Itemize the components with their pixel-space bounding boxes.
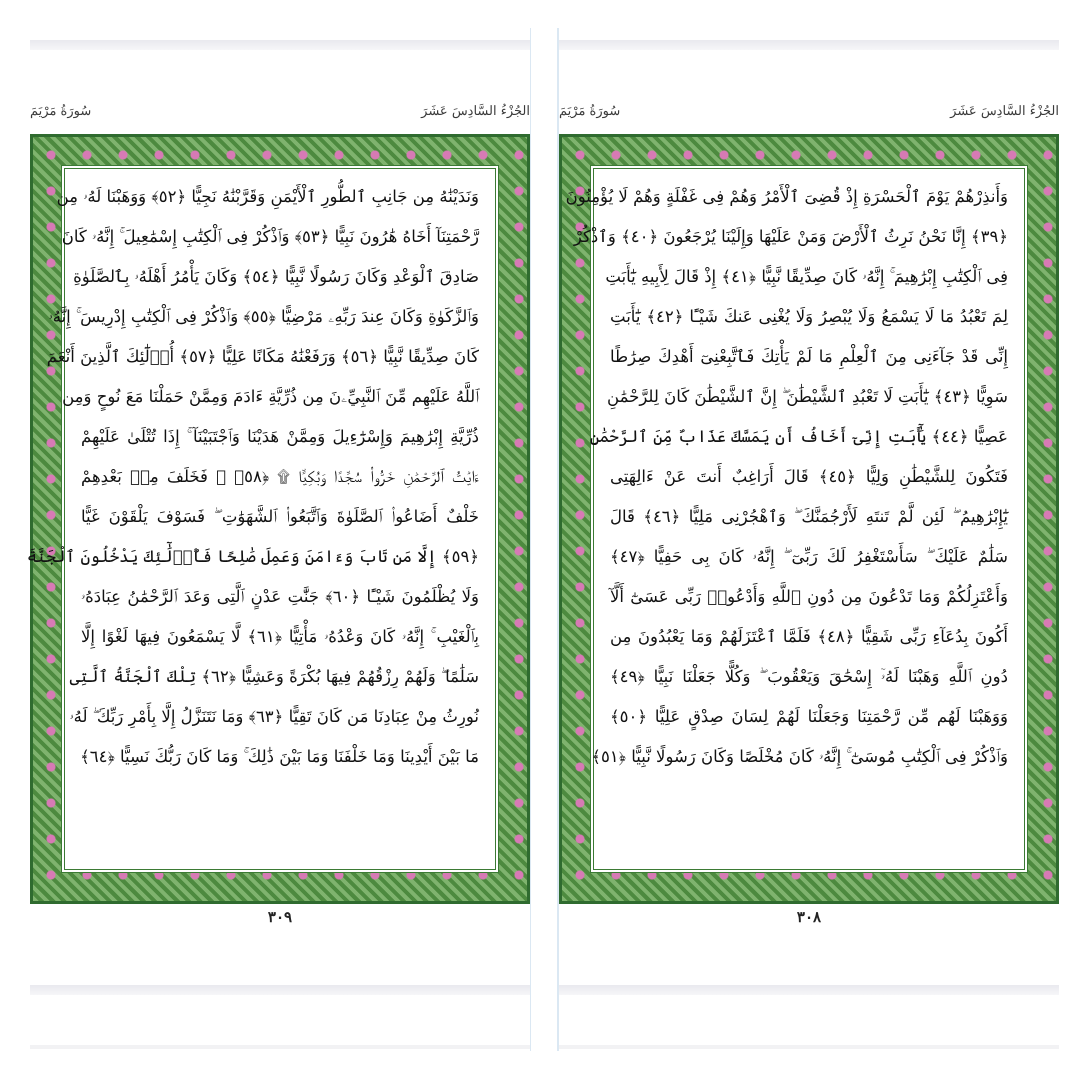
verse-line: وَوَهَبْنَا لَهُم مِّن رَّحْمَتِنَا وَجَعَلْنَا لَهُمْ لِسَانَ صِدْقٍ عَلِيًّا ﴿٥٠﴾: [610, 707, 1008, 726]
bottom-edge-bar: [30, 985, 530, 995]
mushaf-page-left: [26, 0, 530, 1079]
surah-name-label: سُورَةُ مَرْيَمَ: [559, 104, 621, 119]
verse-line: فِى ٱلْكِتَٰبِ إِبْرَٰهِيمَ ۚ إِنَّهُۥ كَانَ صِدِّيقًا نَّبِيًّا ﴿٤١﴾ إِذْ قَالَ لِأَبِيهِ يَٰٓأَبَتِ: [605, 267, 1008, 286]
bottom-edge-bar: [559, 1045, 1059, 1049]
verse-line: ذُرِّيَّةِ إِبْرَٰهِيمَ وَإِسْرَٰٓءِيلَ وَمِمَّنْ هَدَيْنَا وَٱجْتَبَيْنَآ ۚ إِذَا تُتْلَىٰ عَلَيْهِمْ: [81, 427, 479, 446]
quran-text-area: [26, 165, 499, 873]
running-header: [559, 100, 1059, 126]
verse-line: ﴿٣٩﴾ إِنَّا نَحْنُ نَرِثُ ٱلْأَرْضَ وَمَنْ عَلَيْهَا وَإِلَيْنَا يُرْجَعُونَ ﴿٤٠﴾ وَٱذْكُرْ: [573, 227, 1008, 246]
juz-label: الجُزْءُ السَّادِسَ عَشَرَ: [950, 104, 1059, 119]
verse-line: ﴿٥٩﴾ إِلَّا مَن تَابَ وَءَامَنَ وَعَمِلَ صَٰلِحًا فَأُو۟لَٰٓئِكَ يَدْخُلُونَ ٱلْجَنَّةَ: [26, 547, 479, 566]
top-edge-bar: [559, 40, 1059, 50]
verse-line: سَلَٰمًا ۖ وَلَهُمْ رِزْقُهُمْ فِيهَا بُكْرَةً وَعَشِيًّا ﴿٦٢﴾ تِلْكَ ٱلْجَنَّةُ ٱلَّتِى: [69, 667, 479, 686]
verse-line: وَنَدَيْنَٰهُ مِن جَانِبِ ٱلطُّورِ ٱلْأَيْمَنِ وَقَرَّبْنَٰهُ نَجِيًّا ﴿٥٢﴾ وَوَهَبْنَا لَهُۥ مِن: [56, 187, 479, 206]
page-number: ٣٠٩: [267, 908, 293, 926]
verse-line: رَّحْمَتِنَآ أَخَاهُ هَٰرُونَ نَبِيًّا ﴿٥٣﴾ وَٱذْكُرْ فِى ٱلْكِتَٰبِ إِسْمَٰعِيلَ ۚ إِنَّهُۥ كَانَ: [61, 227, 479, 246]
quran-text-area: [565, 165, 1028, 873]
verse-line: ءَايَٰتُ ٱلرَّحْمَٰنِ خَرُّوا۟ سُجَّدًا وَبُكِيًّا ۩ ﴿٥٨﴾ ۞ فَخَلَفَ مِنۢ بَعْدِهِمْ: [81, 467, 479, 486]
verse-line: وَٱذْكُرْ فِى ٱلْكِتَٰبِ مُوسَىٰٓ ۚ إِنَّهُۥ كَانَ مُخْلَصًا وَكَانَ رَسُولًا نَّبِيًّا ﴿٥١﴾: [591, 747, 1008, 766]
verse-line: وَأَنذِرْهُمْ يَوْمَ ٱلْحَسْرَةِ إِذْ قُضِىَ ٱلْأَمْرُ وَهُمْ فِى غَفْلَةٍ وَهُمْ لَا يُؤْمِنُونَ: [565, 187, 1008, 206]
top-edge-bar: [30, 40, 530, 50]
verse-line: فَتَكُونَ لِلشَّيْطَٰنِ وَلِيًّا ﴿٤٥﴾ قَالَ أَرَاغِبٌ أَنتَ عَنْ ءَالِهَتِى: [610, 467, 1008, 486]
verse-line: ٱللَّهُ عَلَيْهِم مِّنَ ٱلنَّبِيِّۦنَ مِن ذُرِّيَّةِ ءَادَمَ وَمِمَّنْ حَمَلْنَا مَعَ نُوحٍ وَمِن: [62, 387, 479, 406]
juz-label: الجُزْءُ السَّادِسَ عَشَرَ: [421, 104, 530, 119]
mushaf-page-right: [559, 0, 1059, 1079]
verse-line: يَٰٓإِبْرَٰهِيمُ ۖ لَئِن لَّمْ تَنتَهِ لَأَرْجُمَنَّكَ ۖ وَٱهْجُرْنِى مَلِيًّا ﴿٤٦﴾ قَالَ: [610, 507, 1008, 526]
verse-line: كَانَ صِدِّيقًا نَّبِيًّا ﴿٥٦﴾ وَرَفَعْنَٰهُ مَكَانًا عَلِيًّا ﴿٥٧﴾ أُو۟لَٰٓئِكَ ٱلَّذِينَ أَنْعَمَ: [46, 347, 479, 366]
surah-name-label: سُورَةُ مَرْيَمَ: [30, 104, 92, 119]
verse-line: وَٱلزَّكَوٰةِ وَكَانَ عِندَ رَبِّهِۦ مَرْضِيًّا ﴿٥٥﴾ وَٱذْكُرْ فِى ٱلْكِتَٰبِ إِدْرِيسَ ۚ إِنَّهُۥ: [48, 307, 479, 326]
page-number: ٣٠٨: [796, 908, 822, 926]
ornamental-border: [26, 134, 530, 904]
verse-line: سَوِيًّا ﴿٤٣﴾ يَٰٓأَبَتِ لَا تَعْبُدِ ٱلشَّيْطَٰنَ ۖ إِنَّ ٱلشَّيْطَٰنَ كَانَ لِلرَّحْمَٰنِ: [607, 387, 1008, 406]
verse-line: نُورِثُ مِنْ عِبَادِنَا مَن كَانَ تَقِيًّا ﴿٦٣﴾ وَمَا نَتَنَزَّلُ إِلَّا بِأَمْرِ رَبِّكَ ۖ لَهُۥ: [69, 707, 479, 726]
verse-line: بِٱلْغَيْبِ ۚ إِنَّهُۥ كَانَ وَعْدُهُۥ مَأْتِيًّا ﴿٦١﴾ لَّا يَسْمَعُونَ فِيهَا لَغْوًا إِلَّا: [81, 627, 479, 646]
verse-line: صَادِقَ ٱلْوَعْدِ وَكَانَ رَسُولًا نَّبِيًّا ﴿٥٤﴾ وَكَانَ يَأْمُرُ أَهْلَهُۥ بِٱلصَّلَوٰةِ: [73, 267, 479, 286]
verse-line: دُونِ ٱللَّهِ وَهَبْنَا لَهُۥٓ إِسْحَٰقَ وَيَعْقُوبَ ۖ وَكُلًّا جَعَلْنَا نَبِيًّا ﴿٤٩﴾: [610, 667, 1008, 686]
running-header: [30, 100, 530, 126]
verse-line: وَأَعْتَزِلُكُمْ وَمَا تَدْعُونَ مِن دُونِ ٱللَّهِ وَأَدْعُوا۟ رَبِّى عَسَىٰٓ أَلَّآ: [610, 587, 1008, 606]
verse-line: مَا بَيْنَ أَيْدِينَا وَمَا خَلْفَنَا وَمَا بَيْنَ ذَٰلِكَ ۚ وَمَا كَانَ رَبُّكَ نَسِيًّا ﴿٦٤﴾: [80, 747, 479, 766]
verse-line: لِمَ تَعْبُدُ مَا لَا يَسْمَعُ وَلَا يُبْصِرُ وَلَا يُغْنِى عَنكَ شَيْـًٔا ﴿٤٢﴾ يَٰٓأَبَتِ: [610, 307, 1009, 326]
verse-line: وَلَا يُظْلَمُونَ شَيْـًٔا ﴿٦٠﴾ جَنَّٰتِ عَدْنٍ ٱلَّتِى وَعَدَ ٱلرَّحْمَٰنُ عِبَادَهُۥ: [81, 587, 479, 606]
ornamental-border: [559, 134, 1059, 904]
verse-line: خَلْفٌ أَضَاعُوا۟ ٱلصَّلَوٰةَ وَٱتَّبَعُوا۟ ٱلشَّهَوَٰتِ ۖ فَسَوْفَ يَلْقَوْنَ غَيًّا: [81, 507, 479, 526]
verse-line: سَلَٰمٌ عَلَيْكَ ۖ سَأَسْتَغْفِرُ لَكَ رَبِّىٓ ۖ إِنَّهُۥ كَانَ بِى حَفِيًّا ﴿٤٧﴾: [610, 547, 1008, 566]
verse-line: أَكُونَ بِدُعَآءِ رَبِّى شَقِيًّا ﴿٤٨﴾ فَلَمَّا ٱعْتَزَلَهُمْ وَمَا يَعْبُدُونَ مِن: [610, 627, 1009, 646]
verse-line: عَصِيًّا ﴿٤٤﴾ يَٰٓأَبَتِ إِنِّىٓ أَخَافُ أَن يَمَسَّكَ عَذَابٌ مِّنَ ٱلرَّحْمَٰنِ: [589, 427, 1008, 446]
bottom-edge-bar: [30, 1045, 530, 1049]
bottom-edge-bar: [559, 985, 1059, 995]
verse-line: إِنِّى قَدْ جَآءَنِى مِنَ ٱلْعِلْمِ مَا لَمْ يَأْتِكَ فَٱتَّبِعْنِىٓ أَهْدِكَ صِرَٰطًا: [610, 347, 1008, 366]
